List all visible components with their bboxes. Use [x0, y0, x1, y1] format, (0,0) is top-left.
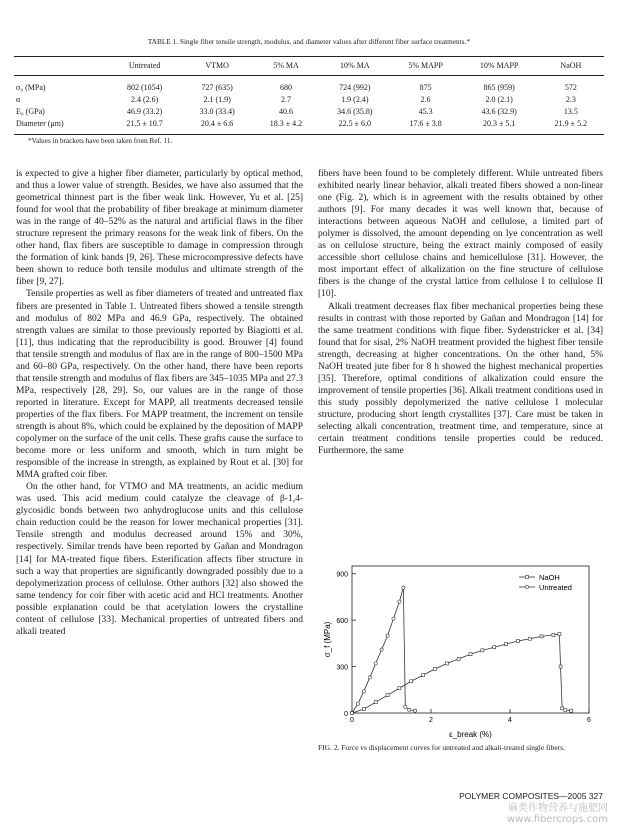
stress-strain-chart [318, 552, 603, 747]
data-point [505, 643, 508, 646]
paragraph: On the other hand, for VTMO and MA treatments, an acidic medium was used. This acid medium could catalyze the cleavage of β-1,4-glycosidic bonds between two anhydroglucose units and this cellulose chain reduction could be the reason for lower mechanical properties [31]. Tensile strength and modulus decreased around 15% and 30%, respectively. Similar trends have been reported by Gañan and Mondragon [14] for MA-treated fique fibers. Esterification affects fiber structure in such a way that properties are significantly downgraded possibly due to a depolymerization process of cellulose. Other authors [32] also showed the same tendency for coir fiber with acetic acid and HCl treatments. Another possible explanation could be that acetylation lowers the crystalline content of cellulose [33]. Mechanical properties of untreated fibers and alkali treated [16, 482, 303, 637]
data-point [457, 657, 460, 660]
table-cell: 2.6 [420, 95, 431, 104]
data-point [528, 637, 531, 640]
page-footer: POLYMER COMPOSITES—2005 327 [459, 791, 603, 801]
data-point [386, 694, 389, 697]
y-tick-label: 600 [336, 618, 348, 626]
figure-caption: FIG. 2. Force vs displacement curves for untreated and alkali-treated single fibers. [318, 743, 565, 752]
x-tick-label: 2 [429, 717, 433, 724]
table-cell: 865 (959) [483, 83, 515, 92]
legend-marker [525, 585, 528, 588]
column-header: Untreated [128, 61, 161, 70]
table-cell: 45.3 [418, 107, 433, 116]
paragraph: is expected to give a higher fiber diameter, particularly by optical method, and thus a lower value of strength. Besides, we have also assumed that the geometrical thinnest part is the fiber weak link. However, Yu et al. [25] found for wool that the probability of fiber breakage at minimum diameter was in the range of 40–52% as the natural and artificial flaws in the fiber structure represent the primary reasons for the weak link of fibers. On the other hand, flax fibers are susceptible to damage in compression through the formation of kink bands [9, 26]. These microcompressive defects have been shown to reduce both tensile modulus and ultimate strength of the fiber [9, 27]. [16, 169, 303, 288]
table-cell: 1.9 (2.4) [341, 95, 369, 104]
table-cell: 22.5 ± 6.0 [338, 119, 372, 128]
table-cell: 40.6 [278, 107, 293, 116]
legend-label: NaOH [539, 573, 560, 582]
data-table-container [14, 56, 604, 135]
y-axis-label: σ_f (MPa) [323, 621, 332, 658]
data-point [398, 687, 401, 690]
table-cell: 21.5 ± 10.7 [126, 119, 163, 128]
legend-marker [526, 576, 529, 579]
table-cell: 20.3 ± 5.1 [482, 119, 516, 128]
table-cell: 34.6 (35.8) [337, 107, 373, 116]
table-cell: 2.3 [565, 95, 576, 104]
data-point [374, 701, 377, 704]
table-caption: TABLE 1. Single fiber tensile strength, modulus, and diameter values after different fiber surface treatments.* [147, 38, 471, 46]
table-row [14, 76, 604, 95]
table-row [14, 106, 604, 118]
column-header [14, 57, 108, 76]
table-body [14, 76, 604, 135]
table-cell: 20.4 ± 6.6 [200, 119, 234, 128]
row-label: E₀ (GPa) [16, 107, 45, 116]
x-axis-label: ε_break (%) [449, 730, 492, 739]
figure-2 [318, 552, 603, 747]
x-tick-label: 4 [508, 717, 512, 724]
y-tick-label: 0 [344, 711, 348, 718]
table-cell: 13.5 [563, 107, 578, 116]
table-cell: 43.6 (32.9) [481, 107, 517, 116]
watermark-line: 麻类作物营养与施肥网 [508, 803, 608, 814]
data-point [374, 662, 377, 665]
y-tick-label: 300 [336, 664, 348, 672]
table-cell: 2.4 (2.6) [130, 95, 159, 104]
column-header: 5% MA [273, 61, 299, 70]
row-label: α [16, 95, 21, 104]
paragraph: Tensile properties as well as fiber diameters of treated and untreated flax fibers are presented in Table 1. Untreated fibers showed a tensile strength and modulus of 802 MPa and 46.9 GPa, respectively. The obtained strength values are similar to those previously reported by Biagiotti et al. [11], thus indicating that the reproducibility is good. Brouwer [4] found that tensile strength and modulus of flax are in the range of 800–1500 MPa and 60–80 GPa, respectively. On the other hand, there have been reports that tensile strength and modulus of flax fibers are 345–1035 MPa and 27.3 MPa, respectively [28, 29]. So, our values are in the range of those reported in literature. Except for MAPP, all treatments decreased tensile properties of the flax fibers. For MAPP treatment, the increment on tensile strength is about 8%, which could be explained by the deposition of MAPP copolymer on the surface of the unit cells. These grafts cause the surface to become more or less uniform and smooth, which in turn might be responsible of the increase in strength, as explained by Rout et al. [30] for MMA grafted coir fiber. [16, 289, 303, 481]
table-cell: 572 [564, 83, 577, 92]
table-row [14, 94, 604, 106]
data-point [386, 634, 389, 637]
table-cell: 724 (992) [339, 83, 371, 92]
data-point [469, 653, 472, 656]
data-point [362, 708, 365, 711]
data-point [481, 649, 484, 652]
legend-label: Untreated [539, 583, 572, 592]
data-point [392, 617, 395, 620]
table-cell: 802 (1054) [126, 83, 163, 92]
data-point [362, 690, 365, 693]
table-row [14, 118, 604, 135]
column-header: NaOH [560, 61, 582, 70]
x-tick-label: 6 [587, 717, 591, 724]
data-point [561, 707, 564, 710]
data-point [516, 640, 519, 643]
data-point [493, 646, 496, 649]
right-column [318, 168, 603, 457]
column-header: 10% MA [340, 61, 370, 70]
series-line [352, 634, 571, 713]
table-cell: 680 [279, 83, 292, 92]
left-column [16, 168, 303, 638]
y-tick-label: 900 [336, 571, 348, 579]
table-cell: 2.1 (1.9) [203, 95, 231, 104]
table-cell: 46.9 (33.2) [126, 107, 163, 116]
data-point [445, 662, 448, 665]
data-point [564, 708, 567, 711]
data-point [404, 705, 407, 708]
table-cell: 33.0 (33.4) [199, 107, 235, 116]
properties-table [14, 56, 604, 135]
data-point [408, 708, 411, 711]
table-cell: 18.3 ± 4.2 [269, 119, 303, 128]
table-cell: 727 (635) [201, 83, 233, 92]
data-point [570, 709, 573, 712]
table-cell: 2.0 (2.1) [485, 95, 513, 104]
column-header: VTMO [205, 61, 229, 70]
data-point [414, 709, 417, 712]
column-header: 10% MAPP [479, 61, 519, 70]
table-cell: 17.6 ± 3.8 [409, 119, 442, 128]
paragraph: fibers have been found to be completely different. While untreated fibers exhibited nearly linear behavior, alkali treated fibers showed a non-linear one (Fig. 2), which is in agreement with the results obtained by other authors [9]. For many decades it was well known that, because of interactions between aqueous NaOH and cellulose, a limited part of polymer is dissolved, the amount depending on lye concentration as well as on cellulose structure, being the extract mainly composed of easily accessible short cellulose chains and hemicellulose [31]. However, the most important effect of alkalization on the fine structure of cellulose fibers is the change of the crystal lattice from cellulose I to cellulose II [10]. [318, 169, 603, 300]
table-cell: 21.9 ± 5.2 [554, 119, 588, 128]
data-point [552, 633, 555, 636]
paragraph: Alkali treatment decreases flax fiber mechanical properties being these results in contrast with those reported by Gañan and Mondragon [14] for the same treatment conditions with fique fiber. Sydenstricker et al. [34] found that for sisal, 2% NaOH treatment provided the highest fiber tensile strength, decreasing at higher concentrations. On the other hand, 5% NaOH treated jute fiber for 8 h showed the highest mechanical properties [35]. Therefore, optimal conditions of alkalization could ensure the improvement of tensile properties [36]. Alkali treatment conditions used in this study possibly depolymerized the native cellulose I molecular structure, producing short length crystallites [37]. Care must be taken in selecting alkali concentration, treatment time, and temperature, since at certain treatment conditions tensile properties could be reduced. Furthermore, the same [318, 301, 603, 457]
data-point [540, 635, 543, 638]
row-label: Diameter (μm) [16, 119, 64, 128]
table-footnote: *Values in brackets have been taken from Ref. 11. [28, 137, 173, 145]
watermark [507, 803, 608, 825]
data-point [433, 667, 436, 670]
data-point [380, 648, 383, 651]
watermark-line: www.fibercrops.com [506, 814, 608, 825]
data-point [398, 600, 401, 603]
data-point [559, 665, 562, 668]
data-point [410, 680, 413, 683]
column-header: 5% MAPP [408, 61, 443, 70]
row-label: σ₀ (MPa) [16, 83, 46, 92]
x-tick-label: 0 [350, 717, 354, 724]
data-point [402, 586, 405, 589]
table-cell: 2.7 [280, 95, 291, 104]
table-header-row [14, 57, 604, 76]
table-cell: 875 [419, 83, 432, 92]
data-point [368, 676, 371, 679]
data-point [350, 711, 353, 714]
data-point [558, 633, 561, 636]
data-point [356, 702, 359, 705]
series-line [352, 588, 415, 713]
data-point [422, 674, 425, 677]
